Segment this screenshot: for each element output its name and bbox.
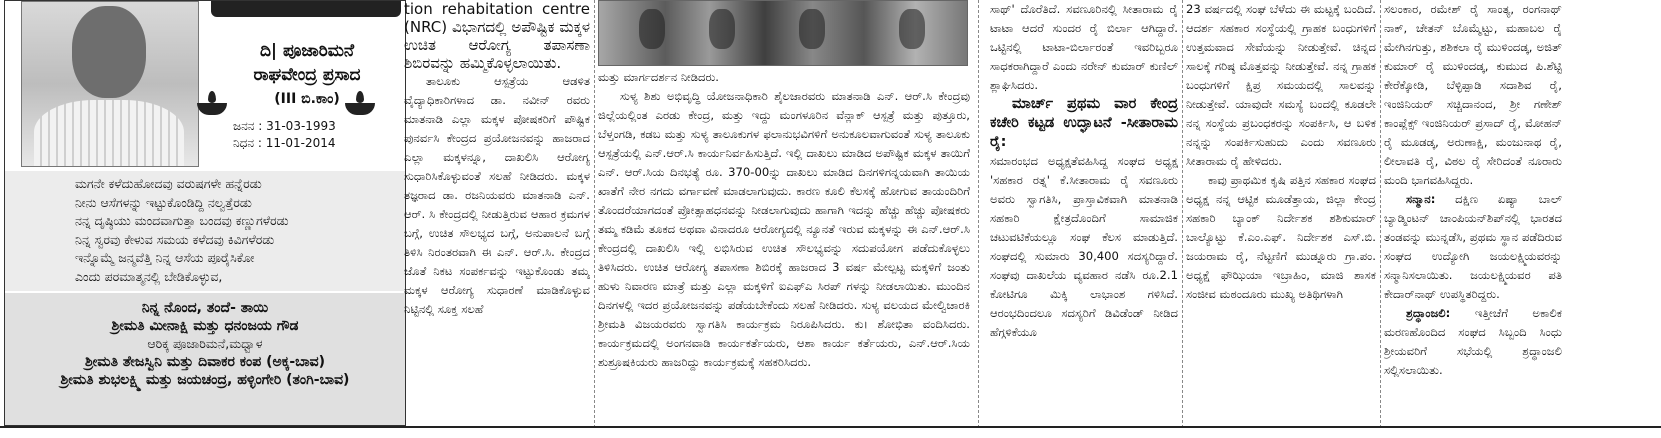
article-body: ಸಲಂಕಾರ, ರಮೇಶ್ ರೈ ಸಾಂತ್ಯ, ರಂಗನಾಥ್ ನಾಕ್, ಚೇತನ್ ಬೊಮ್ಮೆಟ್ಟು, ಮಹಾಬಲ ರೈ ಮೇಗಿನಗುತ್ತು, ಶಶಿಕಲಾ ರೈ ಮುಳಿಂದಡ್ಕ, ಅಜಿತ್ ಕುಮಾರ್ ರೈ ಮುಳಿಂದಡ್ಕ, ಕುಮುದ ಪಿ.ಶೆಟ್ಟಿ ಕೇರೆಕ್ಕೋಡಿ, ಬೆಳ್ಳಿಪ್ಪಾಡಿ ಸದಾಶಿವ ರೈ, ಇಂಜಿನಿಯರ್ ಸಚ್ಚಿದಾನಂದ, ಶ್ರೀ ಗಣೇಶ್ ಕಾಂಪ್ಲೆಕ್ಸ್ ಇಂಜಿನಿಯರ್ ಪ್ರಸಾದ್ ರೈ, ಮೋಹನ್ ರೈ ಮೂಡಡ್ಕ, ಅರುಣಾಕ್ಷಿ, ಮಂಜುನಾಥ ರೈ, ಲೀಲಾವತಿ ರೈ, ವಿಠಲ ರೈ ಸೇರಿದಂತೆ ನೂರಾರು ಮಂದಿ ಭಾಗವಹಿಸಿದ್ದರು. — [1384, 2, 1562, 187]
poem-line: ನೀನು ಆಸೆಗಳನ್ನು ಇಟ್ಟುಕೊಂಡಿದ್ದಿ ನಲ್ವತ್ತೆರಡು — [75, 194, 252, 210]
death-date: ನಿಧನ : 11-01-2014 — [233, 136, 336, 150]
birth-date: ಜನನ : 31-03-1993 — [233, 119, 336, 133]
poem-line: ನನ್ನ ದೃಷ್ಠಿಯು ಮಂದವಾಗುತ್ತಾ ಬಂದವು ಕಣ್ಣುಗಳೆರಡು — [75, 213, 289, 228]
sanmana-text: ದಕ್ಷಿಣ ಏಷ್ಯಾ ಬಾಲ್ ಬ್ಯಾಡ್ಮಿಂಟನ್ ಚಾಂಪಿಯನ್‌ಶಿಪ್‌ನಲ್ಲಿ ಭಾರತದ ತಂಡವನ್ನು ಮುನ್ನಡೆಸಿ, ಪ್ರಥಮ ಸ್ಥಾನ ಪಡೆದಿರುವ ಸಂಘದ ಉದ್ಯೋಗಿ ಜಯಲಕ್ಷ್ಮಿಯವರನ್ನು ಸನ್ಮಾನಿಸಲಾಯಿತು. ಜಯಲಕ್ಷ್ಮಿಯವರ ಪತಿ ಕೇದಾರ್‌ನಾಥ್ ಉಪಸ್ಥಿತರಿದ್ದರು. — [1384, 192, 1562, 301]
section-heading: ಮಾರ್ಚ್ ಪ್ರಥಮ ವಾರ ಕೇಂದ್ರ ಕಚೇರಿ ಕಟ್ಟಡ ಉದ್ಘಾಟನೆ -ಸೀತಾರಾಮ ರೈ: — [990, 96, 1178, 150]
article-lead: ಮತ್ತು ಮಾರ್ಗದರ್ಶನ ನೀಡಿದರು. — [598, 70, 719, 84]
page-bottom-rule — [0, 426, 1661, 428]
article-column-2 — [598, 0, 970, 426]
portrait-photo — [21, 1, 199, 167]
portrait-shirt — [34, 100, 184, 167]
family-line: ನಿನ್ನ ನೊಂದ, ತಂದೆ- ತಾಯಿ — [141, 300, 269, 316]
poem-line: ಮಗನೇ ಕಳೆದುಹೋದವು ವರುಷಗಳೇ ಹನ್ನೆರಡು — [75, 176, 262, 191]
shraddhanjali-label: ಶ್ರದ್ಧಾಂಜಲಿ: — [1406, 306, 1451, 320]
article-body: ಕಾವು ಪ್ರಾಥಮಿಕ ಕೃಷಿ ಪತ್ತಿನ ಸಹಕಾರ ಸಂಘದ ಅಧ್ಯಕ್ಷ ನನ್ನ ಆಟ್ಟಿಕ ಮೂಡೆತ್ತಾಯ, ಜಿಲ್ಲಾ ಕೇಂದ್ರ ಸಹಕಾರಿ ಬ್ಯಾಂಕ್ ನಿರ್ದೇಶಕ ಶಶಿಕುಮಾರ್ ಬಾಲ್ಯೊಟ್ಟು ಕೆ.ಎಂ.ಎಫ್. ನಿರ್ದೇಶಕ ಎಸ್.ಬಿ. ಜಯರಾಮ ರೈ, ನೆಟ್ಟಣಿಗೆ ಮುಡ್ನೂರು ಗ್ರಾ.ಪಂ. ಅಧ್ಯಕ್ಷೆ ಫೌಝಿಯಾ ಇಬ್ರಾಹಿಂ, ಮಾಜಿ ಶಾಸಕ ಸಂಜೀವ ಮಠಂದೂರು ಮುಖ್ಯ ಅತಿಥಿಗಳಾಗಿ — [1186, 173, 1376, 301]
family-line: ಶ್ರೀಮತಿ ಶುಭಲಕ್ಷ್ಮಿ ಮತ್ತು ಜಯಚಂದ್ರ, ಹಳ್ಳಿಂಗೇರಿ (ತಂಗಿ-ಬಾವ) — [60, 372, 350, 388]
obituary-box — [4, 0, 406, 426]
obituary-header — [5, 1, 405, 169]
sanmana-label: ಸನ್ಮಾನ: — [1406, 192, 1436, 206]
article-body: ಸುಳ್ಯ ಶಿಶು ಅಭಿವೃದ್ಧಿ ಯೋಜನಾಧಿಕಾರಿ ಶೈಲಜಾರವರು ಮಾತನಾಡಿ ಎನ್. ಆರ್.ಸಿ ಕೇಂದ್ರವು ಜಿಲ್ಲೆಯಲ್ಲಿಂತ ಎರಡು ಕೇಂದ್ರ, ಮತ್ತು ಇದ್ದು ಮಂಗಳೂರಿನ ವೆನ್ಲಾಕ್ ಆಸ್ಪತ್ರೆ ಮತ್ತು ಪುತ್ತೂರು, ಬೆಳ್ತಂಗಡಿ, ಕಡಬ ಮತ್ತು ಸುಳ್ಯ ತಾಲೂಕುಗಳ ಫಲಾನುಭವಿಗಳಿಗೆ ಅನುಕೂಲವಾಗುವಂತೆ ಸುಳ್ಯ ತಾಲೂಕು ಆಸ್ಪತ್ರೆಯಲ್ಲಿ ಎನ್.ಆರ್.ಸಿ ಕಾರ್ಯನಿರ್ವಹಿಸುತ್ತಿದೆ. ಇಲ್ಲಿ ದಾಖಲು ಮಾಡಿದ ಅಪೌಷ್ಟಿಕ ಮಕ್ಕಳ ತಾಯಿಗೆ ಎನ್. ಆರ್.ಸಿಯ ದಿನಭತ್ಯೆ ರೂ. 370-00ನ್ನು ದಾಖಲು ಮಾಡಿದ ದಿನಗಳಿಗನ್ನಯವಾಗಿ ತಾಯಿಯ ಖಾತೆಗೆ ನೇರ ನಗದು ವರ್ಗಾವಣೆ ಮಾಡಲಾಗುವುದು. ಕಾರಣ ಕೂಲಿ ಕೆಲಸಕ್ಕೆ ಹೋಗುವ ತಾಯಂದಿರಿಗೆ ತೊಂದರೆಯಾಗದಂತೆ ಪ್ರೋತ್ಸಾಹಧನವನ್ನು ನೀಡಲಾಗುವುದು ಹಾಗಾಗಿ ಇದನ್ನು ಹೆಚ್ಚು ಹೆಚ್ಚು ಪೋಷಕರು ತಮ್ಮ ಕಡಿಮೆ ತೂಕದ ಅಥವಾ ವಿನಾದರೂ ಆರೋಗ್ಯದಲ್ಲಿ ನ್ಯೂನತೆ ಇರುವ ಮಕ್ಕಳನ್ನು ಈ ಎನ್.ಆರ್.ಸಿ ಕೇಂದ್ರದಲ್ಲಿ ದಾಖಲಿಸಿ ಇಲ್ಲಿ ಲಭಿಸಿರುವ ಉಚಿತ ಸೌಲಭ್ಯವನ್ನು ಸದುಪಯೋಗ ಪಡೆದುಕೊಳ್ಳಲು ತಿಳಿಸಿದರು. ಉಚಿತ ಆರೋಗ್ಯ ತಪಾಸಣಾ ಶಿಬಿರಕ್ಕೆ ಹಾಜರಾದ 3 ವರ್ಷ ಮೇಲ್ಪಟ್ಟ ಮಕ್ಕಳಿಗೆ ಜಂತು ಹುಳು ನಿವಾರಣ ಮಾತ್ರೆ ಮತ್ತು ಎಲ್ಲಾ ಮಕ್ಕಳಿಗೆ ಐಎಫ್‌ಎ ಸಿರಪ್ ಗಳನ್ನು ನೀಡಲಾಯಿತು. ಮುಂದಿನ ದಿನಗಳಲ್ಲಿ ಇದರ ಪ್ರಯೋಜನವನ್ನು ಪಡೆಯಬೇಕೆಂದು ಸಲಹೆ ನೀಡಿದರು. ಸುಳ್ಯ ವಲಯದ ಮೇಲ್ವಿಚಾರಕಿ ಶ್ರೀಮತಿ ವಿಜಯರವರು ಸ್ವಾಗತಿಸಿ ಕಾರ್ಯಕ್ರಮ ನಿರೂಪಿಸಿದರು. ಕು। ಶೋಭಿತಾ ವಂದಿಸಿದರು. ಕಾರ್ಯಕ್ರಮದಲ್ಲಿ ಅಂಗನವಾಡಿ ಕಾರ್ಯಕರ್ತೆಯರು, ಆಶಾ ಕಾರ್ಯ ಕರ್ತೆಯರು, ಎನ್.ಆರ್.ಸಿಯ ಶುಶ್ರೂಷಕಿಯರು ಹಾಜರಿದ್ದು ಕಾರ್ಯಕ್ರಮಕ್ಕೆ ಸಹಕರಿಸಿದರು. — [598, 89, 970, 369]
article-column-4 — [1186, 0, 1376, 426]
poem-line: ಇನ್ನೊಮ್ಮೆ ಜನ್ಮವೆತ್ತಿ ನಿನ್ನ ಆಸೆಯ ಪೂರೈಸಿಕೋ — [75, 250, 255, 265]
column-divider — [978, 0, 979, 428]
column-divider — [594, 0, 595, 428]
family-line: ಆರಿಕ್ಕ ಪೂಜಾರಿಮನೆ,ಮಧ್ವಾಳ — [147, 336, 263, 351]
portrait-head — [72, 6, 146, 98]
family-line: ಶ್ರೀಮತಿ ತೇಜಸ್ವಿನಿ ಮತ್ತು ದಿವಾಕರ ಕಂಪ (ಅಕ್ಕ-ಬಾವ) — [84, 354, 326, 370]
column-divider — [1182, 0, 1183, 428]
oil-lamp-icon — [345, 91, 375, 117]
poem-line: ನಿನ್ನ ಸ್ವರವು ಕೇಳುವ ಸಮಯ ಕಳೆದವು ಕಿವಿಗಳೆರಡು — [75, 231, 275, 247]
article-body: 23 ವರ್ಷದಲ್ಲಿ ಸಂಘ ಬೆಳೆದು ಈ ಮಟ್ಟಕ್ಕೆ ಬಂದಿದೆ. ಆದರ್ಶ ಸಹಕಾರ ಸಂಸ್ಥೆಯಲ್ಲಿ ಗ್ರಾಹಕ ಬಂಧುಗಳಿಗೆ ಉತ್ತಮವಾದ ಸೇವೆಯನ್ನು ನೀಡುತ್ತೇವೆ. ಚಿನ್ನದ ಸಾಲಕ್ಕೆ ಗರಿಷ್ಠ ಮೊತ್ತವನ್ನು ನೀಡುತ್ತೇವೆ. ನನ್ನ ಗ್ರಾಹಕ ಬಂಧುಗಳಿಗೆ ಕ್ಷಿಪ್ರ ಸಮಯದಲ್ಲಿ ಸಾಲವನ್ನು ನೀಡುತ್ತೇವೆ. ಯಾವುದೇ ಸಮಸ್ಯೆ ಬಂದಲ್ಲಿ ಕೂಡಲೇ ನನ್ನ ಸಂಸ್ಥೆಯ ಪ್ರಬಂಧಕರನ್ನು ಸಂಪರ್ಕಿಸಿ, ಆ ಬಳಿಕ ನನ್ನನ್ನು ಸಂಪರ್ಕಿಸುಹುದು ಎಂದು ಸವಣೂರು ಸೀತಾರಾಮ ರೈ ಹೇಳಿದರು. — [1186, 2, 1376, 168]
news-photo — [598, 0, 968, 66]
article-column-5 — [1384, 0, 1562, 426]
article-column-1 — [400, 0, 590, 426]
article-body: ಸಾಥ್' ದೊರೆತಿದೆ. ಸವಣೂರಿನಲ್ಲಿ ಸೀತಾರಾಮ ರೈ ಟಾಟಾ ಆದರೆ ಸುಂದರ ರೈ ಬಿರ್ಲಾ ಆಗಿದ್ದಾರೆ. ಒಟ್ಟಿನಲ್ಲಿ ಟಾಟಾ-ಬಿರ್ಲಾರಂತೆ ಇವರಿಬ್ಬರೂ ಸಾಧಕರಾಗಿದ್ದಾರೆ ಎಂದು ನರೇನ್ ಕುಮಾರ್ ಕುಣಿಲ್ ಶ್ಲಾಘಿಸಿದರು. — [990, 2, 1178, 92]
article-body: ಸಮಾರಂಭದ ಅಧ್ಯಕ್ಷತೆವಹಿಸಿದ್ದ ಸಂಘದ ಅಧ್ಯಕ್ಷ 'ಸಹಕಾರ ರತ್ನ' ಕೆ.ಸೀತಾರಾಮ ರೈ ಸವಣೂರು ಅವರು ಸ್ವಾಗತಿಸಿ, ಪ್ರಾಸ್ತಾವಿಕವಾಗಿ ಮಾತನಾಡಿ ಸಹಕಾರಿ ಕ್ಷೇತ್ರದೊಂದಿಗೆ ಸಾಮಾಜಿಕ ಚಟುವಟಿಕೆಯಲ್ಲೂ ಸಂಘ ಕೆಲಸ ಮಾಡುತ್ತಿದೆ. ಸಂಘದಲ್ಲಿ ಸುಮಾರು 30,400 ಸದಸ್ಯರಿದ್ದಾರೆ. ಸಂಘವು ದಾಖಲೆಯ ವ್ಯವಹಾರ ನಡೆಸಿ ರೂ.2.1 ಕೋಟಿಗೂ ಮಿಕ್ಕಿ ಲಾಭಾಂಶ ಗಳಿಸಿದೆ. ಆರಂಭದಿಂದಲೂ ಸದಸ್ಯರಿಗೆ ಡಿವಿಡೆಂಡ್ ನೀಡಿದ ಹೆಗ್ಗಳಿಕೆಯೂ — [990, 154, 1178, 339]
family-line: ಶ್ರೀಮತಿ ಮೀನಾಕ್ಷಿ ಮತ್ತು ಧನಂಜಯ ಗೌಡ — [111, 318, 299, 334]
article-intro: tion rehabitation centre (NRC) ವಿಭಾಗದಲ್ಲಿ ಅಪೌಷ್ಟಿಕ ಮಕ್ಕಳ ಉಚಿತ ಆರೋಗ್ಯ ತಪಾಸಣಾ ಶಿಬಿರವನ್ನು ಹಮ್ಮಿಕೊಳ್ಳಲಾಯಿತು. — [404, 0, 590, 72]
obituary-heading-strip — [211, 1, 401, 17]
article-body: ತಾಲೂಕು ಆಸ್ಪತ್ರೆಯ ಆಡಳಿತ ವೈದ್ಯಾಧಿಕಾರಿಗಳಾದ ಡಾ. ನವೀನ್ ರವರು ಮಾತನಾಡಿ ಎಲ್ಲಾ ಮಕ್ಕಳ ಪೋಷಕರಿಗೆ ಪೌಷ್ಟಿಕ ಪುನರ್ವಸಿ ಕೇಂದ್ರದ ಪ್ರಯೋಜನವನ್ನು ಹಾಜರಾದ ಎಲ್ಲಾ ಮಕ್ಕಳನ್ನೂ, ದಾಖಲಿಸಿ ಆರೋಗ್ಯ ಸುಧಾರಿಸಿಕೊಳ್ಳುವಂತೆ ಸಲಹೆ ನೀಡಿದರು. ಮಕ್ಕಳ ತಜ್ಞರಾದ ಡಾ. ರಜನಿಯವರು ಮಾತನಾಡಿ ಎನ್. ಆರ್. ಸಿ ಕೇಂದ್ರದಲ್ಲಿ ನೀಡುತ್ತಿರುವ ಆಹಾರ ಕ್ರಮಗಳ ಬಗ್ಗೆ, ಉಚಿತ ಸೌಲಭ್ಯದ ಬಗ್ಗೆ, ಅನುಪಾಲನೆ ಬಗ್ಗೆ ತಿಳಿಸಿ ನಿರಂತರವಾಗಿ ಈ ಎನ್. ಆರ್.ಸಿ. ಕೇಂದ್ರದ ಜೊತೆ ನಿಕಟ ಸಂಪರ್ಕವನ್ನು ಇಟ್ಟುಕೊಂಡು ತಮ್ಮ ಮಕ್ಕಳ ಆರೋಗ್ಯ ಸುಧಾರಣೆ ಮಾಡಿಕೊಳ್ಳುವ ನಿಟ್ಟಿನಲ್ಲಿ ಸೂಕ್ತ ಸಲಹೆ — [404, 74, 590, 316]
column-divider — [1380, 0, 1381, 428]
deceased-name-line2: ರಾಘವೇಂದ್ರ ಪ್ರಸಾದ — [253, 65, 361, 85]
poem-line: ಎಂದು ಪರಮಾತ್ಮನಲ್ಲಿ ಬೇಡಿಕೊಳ್ಳುವ, — [75, 268, 223, 284]
oil-lamp-icon — [197, 91, 227, 117]
shraddhanjali-text: ಇತ್ತೀಚೆಗೆ ಅಕಾಲಿಕ ಮರಣಹೊಂದಿದ ಸಂಘದ ಸಿಬ್ಬಂದಿ ಸಿಂಧು ಶ್ರೀಯವರಿಗೆ ಸಭೆಯಲ್ಲಿ ಶ್ರದ್ಧಾಂಜಲಿ ಸಲ್ಲಿಸಲಾಯಿತು. — [1384, 306, 1562, 377]
obituary-family — [5, 293, 405, 425]
article-column-3 — [990, 0, 1178, 426]
deceased-grade: (III ಬಿ.ಕಾಂ) — [274, 91, 340, 107]
obituary-poem — [5, 171, 405, 291]
deceased-name-line1: ದಿ| ಪೂಜಾರಿಮನೆ — [259, 41, 355, 61]
